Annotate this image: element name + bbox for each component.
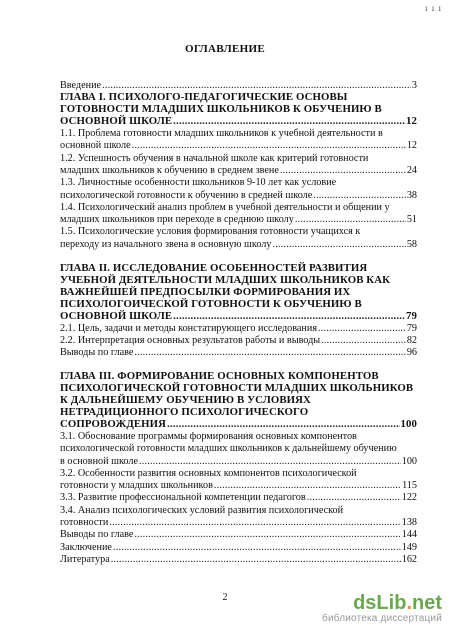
chapter-title-line: К ДАЛЬНЕЙШЕМУ ОБУЧЕНИЮ В УСЛОВИЯХ (60, 394, 311, 407)
chapter-title-line: ГЛАВА I. ПСИХОЛОГО-ПЕДАГОГИЧЕСКИЕ ОСНОВЫ (60, 91, 348, 104)
chapter-title-line: ПСИХОЛОГИЧЕСКОЙ ГОТОВНОСТИ МЛАДШИХ ШКОЛЬНИКОВ (60, 382, 414, 395)
chapter-title-line: ОСНОВНОЙ ШКОЛЕ (60, 115, 173, 128)
toc-section-3-1[interactable] (60, 431, 417, 468)
section-title-line: в основной школе (60, 455, 138, 467)
dot-leader (318, 323, 406, 335)
document-title: ОГЛАВЛЕНИЕ (185, 43, 265, 55)
dot-leader (139, 456, 401, 468)
page-number: 2 (222, 592, 228, 603)
toc-entry-literature[interactable] (60, 554, 417, 566)
toc-page-number: 100 (400, 418, 417, 431)
toc-page-number: 79 (406, 309, 417, 322)
dot-leader (113, 542, 401, 554)
section-title-line: психологической готовности младших школьников к дальнейшему обучению (60, 443, 397, 455)
dot-leader (173, 116, 405, 128)
section-title-line: 2.1. Цель, задачи и методы констатирующего исследования (60, 322, 318, 334)
toc-section-1-2[interactable] (60, 153, 417, 178)
toc-page-number: 144 (401, 529, 417, 541)
section-title-line: 3.3. Развитие профессиональной компетенции педагогов (60, 492, 306, 504)
chapter-title-line: ГЛАВА II. ИССЛЕДОВАНИЕ ОСОБЕННОСТЕЙ РАЗВИТИЯ (60, 261, 368, 274)
toc-conclusions-3[interactable] (60, 529, 417, 541)
section-title-line: 3.4. Анализ психологических условий развития психологической (60, 504, 344, 516)
toc-conclusions-2[interactable] (60, 347, 417, 359)
section-title-line: 1.3. Личностные особенности школьников 9-10 лет как условие (60, 177, 337, 189)
toc-page-number: 138 (401, 517, 417, 529)
section-title-line: Заключение (60, 541, 112, 553)
toc-section-3-3[interactable] (60, 492, 417, 504)
toc-page-number: 12 (406, 140, 417, 152)
dot-leader (134, 347, 405, 359)
dot-leader (134, 529, 400, 541)
dot-leader (295, 214, 406, 226)
toc-chapter-2[interactable] (60, 263, 417, 323)
chapter-title-line: ВАЖНЕЙШЕЙ ПРЕДПОСЫЛКИ ФОРМИРОВАНИЯ ИХ (60, 285, 351, 298)
toc-section-3-4[interactable] (60, 505, 417, 530)
section-title-line: 1.1. Проблема готовности младших школьников к учебной деятельности в (60, 128, 383, 140)
toc-section-2-2[interactable] (60, 335, 417, 347)
section-title-line: 1.2. Успешность обучения в начальной школе как критерий готовности (60, 152, 369, 164)
toc-chapter-1[interactable] (60, 92, 417, 128)
toc-section-1-1[interactable] (60, 128, 417, 153)
toc-chapter-3[interactable] (60, 371, 417, 431)
toc-page-number: 3 (411, 80, 417, 91)
dslib-tagline: библиотека диссертаций (322, 613, 442, 624)
section-title-line: младших школьников при переходе в среднюю школу (60, 214, 294, 226)
toc-page-number: 122 (401, 492, 417, 504)
dot-leader (272, 239, 405, 251)
toc-page-number: 82 (406, 334, 417, 346)
section-title-line: 3.2. Особенности развития основных компонентов психологической (60, 467, 357, 479)
dot-leader (111, 554, 401, 566)
toc-section-1-3[interactable] (60, 177, 417, 202)
dot-leader (313, 190, 406, 202)
toc-section-3-2[interactable] (60, 468, 417, 493)
dot-leader (167, 419, 399, 431)
section-title-line: готовности у младших школьников (60, 480, 213, 492)
section-title-line: младших школьников к обучению в среднем звене (60, 164, 279, 176)
section-title-line: психологической готовности к обучению в средней школе (60, 189, 313, 201)
chapter-title-line: ПСИХОЛОГОИЧЕСКОЙ ГОТОВНОСТИ К ОБУЧЕНИЮ В (60, 297, 362, 310)
toc-page-number: 100 (401, 455, 417, 467)
chapter-title-line: НЕТРАДИЦИОННОГО ПСИХОЛОГИЧЕСКОГО (60, 406, 309, 419)
section-title-line: 1.4. Психологический анализ проблем в учебной деятельности и общении у (60, 201, 390, 213)
toc-page-number: 58 (406, 238, 417, 250)
chapter-title-line: ГОТОВНОСТИ МЛАДШИХ ШКОЛЬНИКОВ К ОБУЧЕНИЮ В (60, 103, 382, 116)
dot-leader (109, 517, 400, 529)
section-title-line: Литература (60, 553, 110, 565)
table-of-contents (60, 80, 417, 566)
chapter-title-line: СОПРОВОЖДЕНИЯ (60, 418, 167, 431)
chapter-title-line: ГЛАВА III. ФОРМИРОВАНИЕ ОСНОВНЫХ КОМПОНЕНТОВ (60, 370, 379, 383)
dslib-watermark[interactable] (322, 593, 442, 625)
scan-corner-mark: ı ı ı (424, 3, 442, 13)
dot-leader (321, 335, 406, 347)
toc-section-2-1[interactable] (60, 323, 417, 335)
toc-page-number: 12 (406, 115, 417, 128)
dot-leader (307, 492, 401, 504)
toc-page-number: 24 (406, 164, 417, 176)
section-title-line: переходу из начального звена в основную школу (60, 238, 272, 250)
toc-section-1-4[interactable] (60, 202, 417, 227)
toc-page-number: 38 (406, 189, 417, 201)
toc-page-number: 162 (401, 553, 417, 565)
section-title-line: 3.1. Обоснование программы формирования основных компонентов (60, 430, 357, 442)
section-title-line: готовности (60, 517, 109, 529)
toc-page-number: 79 (406, 322, 417, 334)
toc-page-number: 96 (406, 347, 417, 359)
section-title-line: основной школе (60, 140, 131, 152)
section-title-line: 1.5. Психологические условия формирования готовности учащихся к (60, 226, 361, 238)
chapter-title-line: УЧЕБНОЙ ДЕЯТЕЛЬНОСТИ МЛАДШИХ ШКОЛЬНИКОВ КАК (60, 273, 391, 286)
dot-leader (132, 140, 406, 152)
toc-section-1-5[interactable] (60, 226, 417, 251)
section-title-line: 2.2. Интерпретация основных результатов работы и выводы (60, 334, 321, 346)
section-title-line: Выводы по главе (60, 347, 134, 359)
toc-entry-conclusion[interactable] (60, 542, 417, 554)
dot-leader (214, 480, 401, 492)
section-title-line: Выводы по главе (60, 529, 134, 541)
toc-page-number: 115 (402, 480, 417, 492)
chapter-title-line: ОСНОВНОЙ ШКОЛЕ (60, 309, 173, 322)
toc-entry-text: Введение (60, 80, 102, 91)
dot-leader (280, 165, 406, 177)
toc-page-number: 149 (401, 541, 417, 553)
dslib-logo: dsLib.net (353, 592, 442, 614)
dot-leader (173, 311, 405, 323)
toc-page-number: 51 (406, 214, 417, 226)
